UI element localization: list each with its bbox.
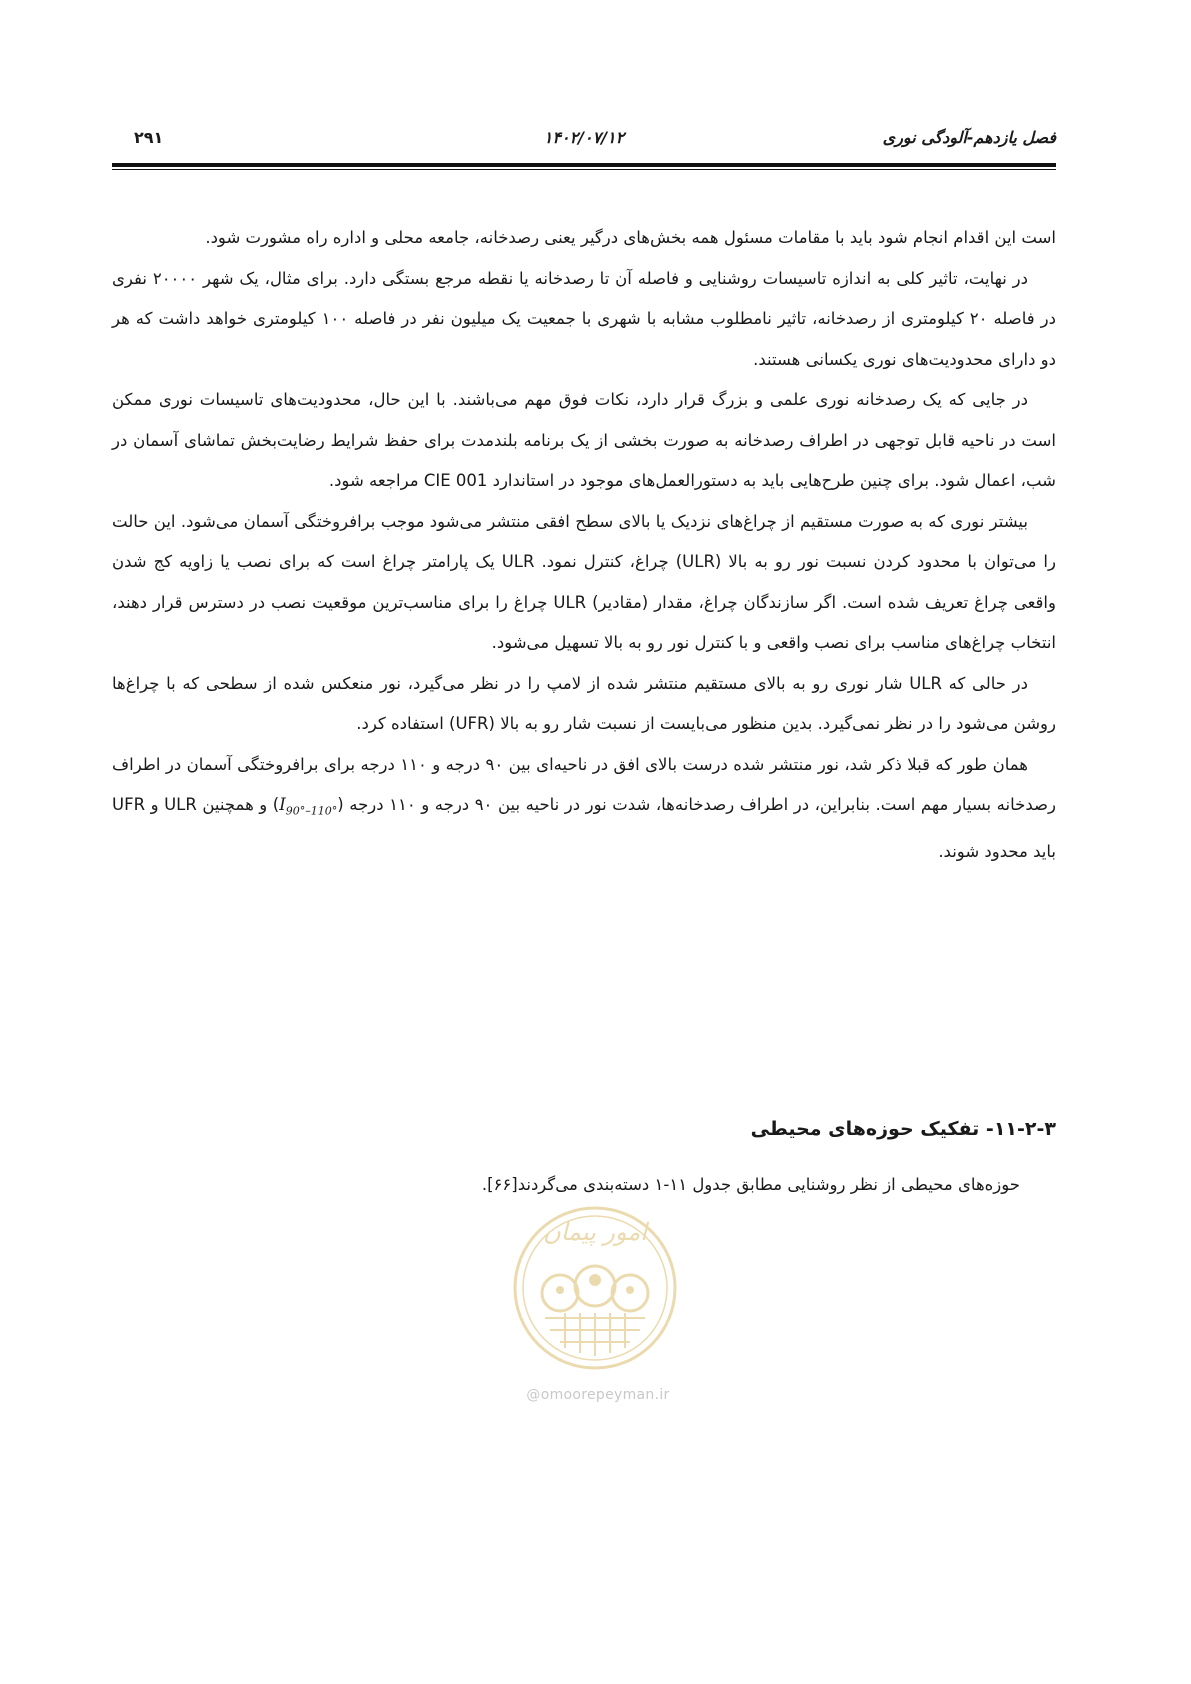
watermark-logo bbox=[505, 1198, 685, 1378]
formula-subscript: 90°–110° bbox=[285, 804, 338, 818]
watermark-url: @omoorepeyman.ir bbox=[526, 1387, 670, 1403]
paragraph: بیشتر نوری که به صورت مستقیم از چراغ‌های نزدیک یا بالای سطح افقی منتشر می‌شود موجب برافروختگی آسمان می‌شود. این حالت را می‌توان با محدود کردن نسبت نور رو به بالا (ULR) چراغ، کنترل نمود. ULR یک پارامتر چراغ است که برای نصب یا زاویه کج شدن واقعی چراغ تعریف شده است. اگر سازندگان چراغ، مقدار (مقادیر) ULR چراغ را برای مناسب‌ترین موقعیت نصب در دسترس قرار دهند، انتخاب چراغ‌های مناسب برای نصب واقعی و با کنترل نور رو به بالا تسهیل می‌شود. bbox=[112, 511, 1056, 652]
section-text: حوزه‌های محیطی از نظر روشنایی مطابق جدول ۱۱-۱ دسته‌بندی می‌گردند[۶۶]. bbox=[481, 1175, 1020, 1194]
chapter-title: فصل یازدهم-آلودگی نوری bbox=[882, 128, 1056, 147]
paragraph: در نهایت، تاثیر کلی به اندازه تاسیسات روشنایی و فاصله آن تا رصدخانه یا نقطه مرجع بستگی دارد. برای مثال، یک شهر ۲۰۰۰۰ نفری در فاصله ۲۰ کیلومتری از رصدخانه، تاثیر نامطلوب مشابه با شهری با جمعیت یک میلیون نفر در فاصله ۱۰۰ کیلومتری خواهد داشت که هر دو دارای محدودیت‌های نوری یکسانی هستند. bbox=[112, 268, 1056, 369]
paragraph-text-before-formula: همان طور که قبلا ذکر شد، نور منتشر شده درست بالای افق در ناحیه‌ای بین ۹۰ درجه و ۱۱۰ درجه برای برافروختگی آسمان در اطراف رصدخانه بسیار مهم است. بنابراین، در اطراف رصدخانه‌ها، شدت نور در ناحیه بین ۹۰ درجه و ۱۱۰ درجه ( bbox=[112, 754, 1056, 814]
formula-symbol: I bbox=[279, 795, 286, 814]
page-number: ۲۹۱ bbox=[134, 128, 164, 147]
paragraph: در جایی که یک رصدخانه نوری علمی و بزرگ قرار دارد، نکات فوق مهم می‌باشند. با این حال، محدودیت‌های تاسیسات نوری ممکن است در ناحیه قابل توجهی در اطراف رصدخانه به صورت بخشی از یک برنامه بلندمدت برای حفظ شرایط رضایت‌بخش تماشای آسمان در شب، اعمال شود. برای چنین طرح‌هایی باید به دستورالعمل‌های موجود در استاندارد CIE 001 مراجعه شود. bbox=[112, 390, 1056, 490]
section-heading: ۱۱-۲-۳- تفکیک حوزه‌های محیطی bbox=[750, 1118, 1056, 1140]
paragraph: است این اقدام انجام شود باید با مقامات مسئول همه بخش‌های درگیر یعنی رصدخانه، جامعه محلی و اداره راه مشورت شود. bbox=[205, 228, 1056, 247]
page-header bbox=[112, 128, 1056, 154]
header-date: ۱۴۰۲/۰۷/۱۲ bbox=[543, 128, 625, 147]
paragraph-text-after-formula: ) و همچنین ULR و UFR باید محدود شوند. bbox=[112, 795, 1056, 861]
paragraph-with-formula bbox=[112, 745, 1056, 873]
header-rule-thick bbox=[112, 163, 1056, 167]
body-text bbox=[112, 218, 1056, 872]
header-rule-thin bbox=[112, 169, 1056, 170]
intensity-formula bbox=[279, 795, 338, 818]
watermark-logo-text: امور پیمان bbox=[543, 1218, 647, 1246]
paragraph: در حالی که ULR شار نوری رو به بالای مستقیم منتشر شده از لامپ را در نظر می‌گیرد، نور منعکس شده از سطحی که با چراغ‌ها روشن می‌شود را در نظر نمی‌گیرد. بدین منظور می‌بایست از نسبت شار رو به بالا (UFR) استفاده کرد. bbox=[112, 673, 1056, 733]
